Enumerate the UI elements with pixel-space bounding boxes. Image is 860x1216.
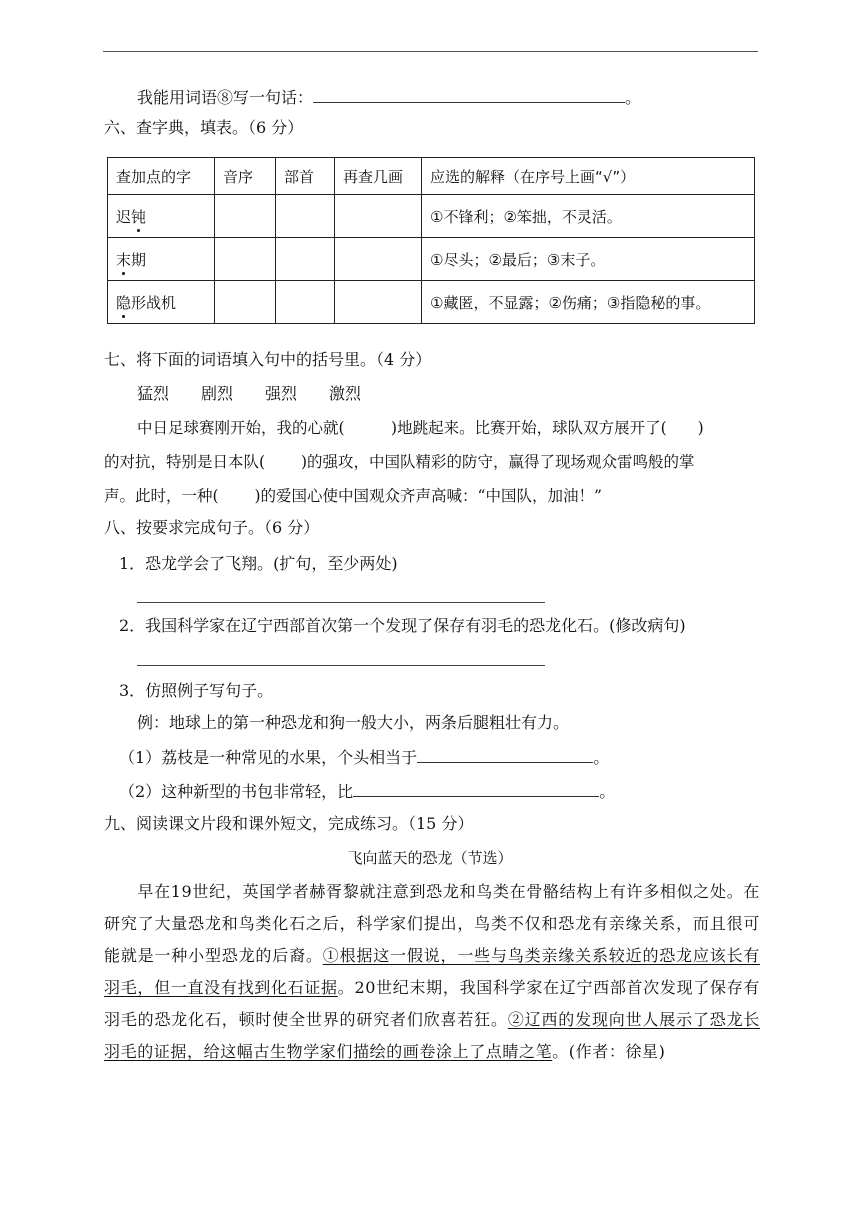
q8-item-2: 2．我国科学家在辽宁西部首次第一个发现了保存有羽毛的恐龙化石。(修改病句) (119, 616, 686, 635)
explanation-cell[interactable]: ①藏匿，不显露；②伤痛；③指隐秘的事。 (422, 281, 755, 324)
passage-text: 。20世纪末期，我国科学家在辽宁西部首次发现了保存有羽毛的恐龙化石，顿时使全世界的研究者们欣喜若狂。 (104, 978, 760, 1029)
yinxu-answer-cell[interactable] (215, 195, 276, 238)
explanation-cell[interactable]: ①不锋利；②笨拙，不灵活。 (422, 195, 755, 238)
bushou-answer-cell[interactable] (276, 281, 335, 324)
q8-item-1: 1．恐龙学会了飞翔。(扩句，至少两处) (119, 554, 398, 573)
q8-sub-2-answer-blank[interactable] (353, 780, 599, 797)
q5-sentence-prompt (137, 86, 641, 108)
stroke-count-answer-cell[interactable] (335, 195, 422, 238)
underlined-sentence-1: ①根据这一假说，一些与鸟类亲缘关系较近的恐龙应该长有羽毛，但一直没有找到化石证据 (104, 946, 760, 997)
q8-sub-2-text: （2）这种新型的书包非常轻，比 (119, 782, 354, 801)
q8-sub-1-text: （1）荔枝是一种常见的水果，个头相当于 (119, 748, 418, 767)
word-text: 形战机 (131, 293, 177, 312)
dictionary-table (107, 157, 755, 324)
q7-passage-line[interactable]: 的对抗，特别是日本队( )的强攻，中国队精彩的防守，赢得了现场观众雷鸣般的掌 (104, 453, 695, 471)
passage-title: 飞向蓝天的恐龙（节选） (347, 849, 513, 867)
dotted-character: 钝 (131, 207, 147, 226)
q7-passage-line[interactable]: 声。此时，一种( )的爱国心使中国观众齐声高喊：“中国队，加油！” (104, 487, 602, 505)
explanation-cell[interactable]: ①尽头；②最后；③末子。 (422, 238, 755, 281)
dotted-character: 末 (116, 250, 132, 269)
table-header-row (108, 158, 755, 195)
period: 。 (599, 782, 616, 801)
q8-item-3: 3．仿照例子写句子。 (119, 681, 274, 700)
q8-sub-1-answer-blank[interactable] (417, 746, 593, 763)
word-cell (108, 238, 215, 281)
q8-sub-1 (119, 746, 609, 768)
header-cell: 应选的解释（在序号上画“√”） (422, 158, 755, 195)
q5-prompt-text: 我能用词语⑧写一句话： (137, 88, 314, 107)
underlined-sentence-2: ②辽西的发现向世人展示了恐龙长羽毛的证据，给这幅古生物学家们描绘的画卷涂上了点睛之笔 (104, 1010, 760, 1061)
q8-example: 例：地球上的第一种恐龙和狗一般大小，两条后腿粗壮有力。 (137, 713, 570, 732)
stroke-count-answer-cell[interactable] (335, 238, 422, 281)
header-rule (103, 51, 758, 52)
word-cell (108, 281, 215, 324)
dotted-character: 隐 (116, 293, 132, 312)
header-cell: 部首 (276, 158, 335, 195)
q5-answer-blank[interactable] (313, 86, 625, 103)
yinxu-answer-cell[interactable] (215, 238, 276, 281)
table-row (108, 281, 755, 324)
stroke-count-answer-cell[interactable] (335, 281, 422, 324)
reading-passage (104, 876, 760, 1068)
bushou-answer-cell[interactable] (276, 238, 335, 281)
q8-item-1-answer-line[interactable] (137, 602, 545, 603)
header-cell: 音序 (215, 158, 276, 195)
word-text: 迟 (116, 207, 132, 226)
table-row (108, 238, 755, 281)
word-cell (108, 195, 215, 238)
bushou-answer-cell[interactable] (276, 195, 335, 238)
q8-heading: 八、按要求完成句子。（6 分） (104, 518, 320, 537)
q7-word-bank: 猛烈 剧烈 强烈 激烈 (137, 384, 362, 403)
q8-sub-2 (119, 780, 615, 802)
period: 。 (593, 748, 610, 767)
q9-heading: 九、阅读课文片段和课外短文，完成练习。（15 分） (104, 814, 474, 833)
q7-heading: 七、将下面的词语填入句中的括号里。（4 分） (104, 350, 432, 369)
word-text: 期 (131, 250, 147, 269)
q7-passage-line[interactable]: 中日足球赛刚开始，我的心就( )地跳起来。比赛开始，球队双方展开了( ) (137, 419, 704, 437)
header-cell: 查加点的字 (108, 158, 215, 195)
header-cell: 再查几画 (335, 158, 422, 195)
passage-text: 。(作者：徐星) (552, 1042, 666, 1061)
q5-period: 。 (625, 88, 642, 107)
yinxu-answer-cell[interactable] (215, 281, 276, 324)
q6-heading: 六、查字典，填表。（6 分） (104, 118, 304, 137)
q8-item-2-answer-line[interactable] (137, 665, 545, 666)
table-row (108, 195, 755, 238)
passage-text: 早在19世纪，英国学者赫胥黎就注意到恐龙和鸟类在骨骼结构上有许多相似之处。在研究了大量恐龙和鸟类化石之后，科学家们提出，鸟类不仅和恐龙有亲缘关系，而且很可能就是一种小型恐龙的后裔。 (104, 882, 760, 965)
